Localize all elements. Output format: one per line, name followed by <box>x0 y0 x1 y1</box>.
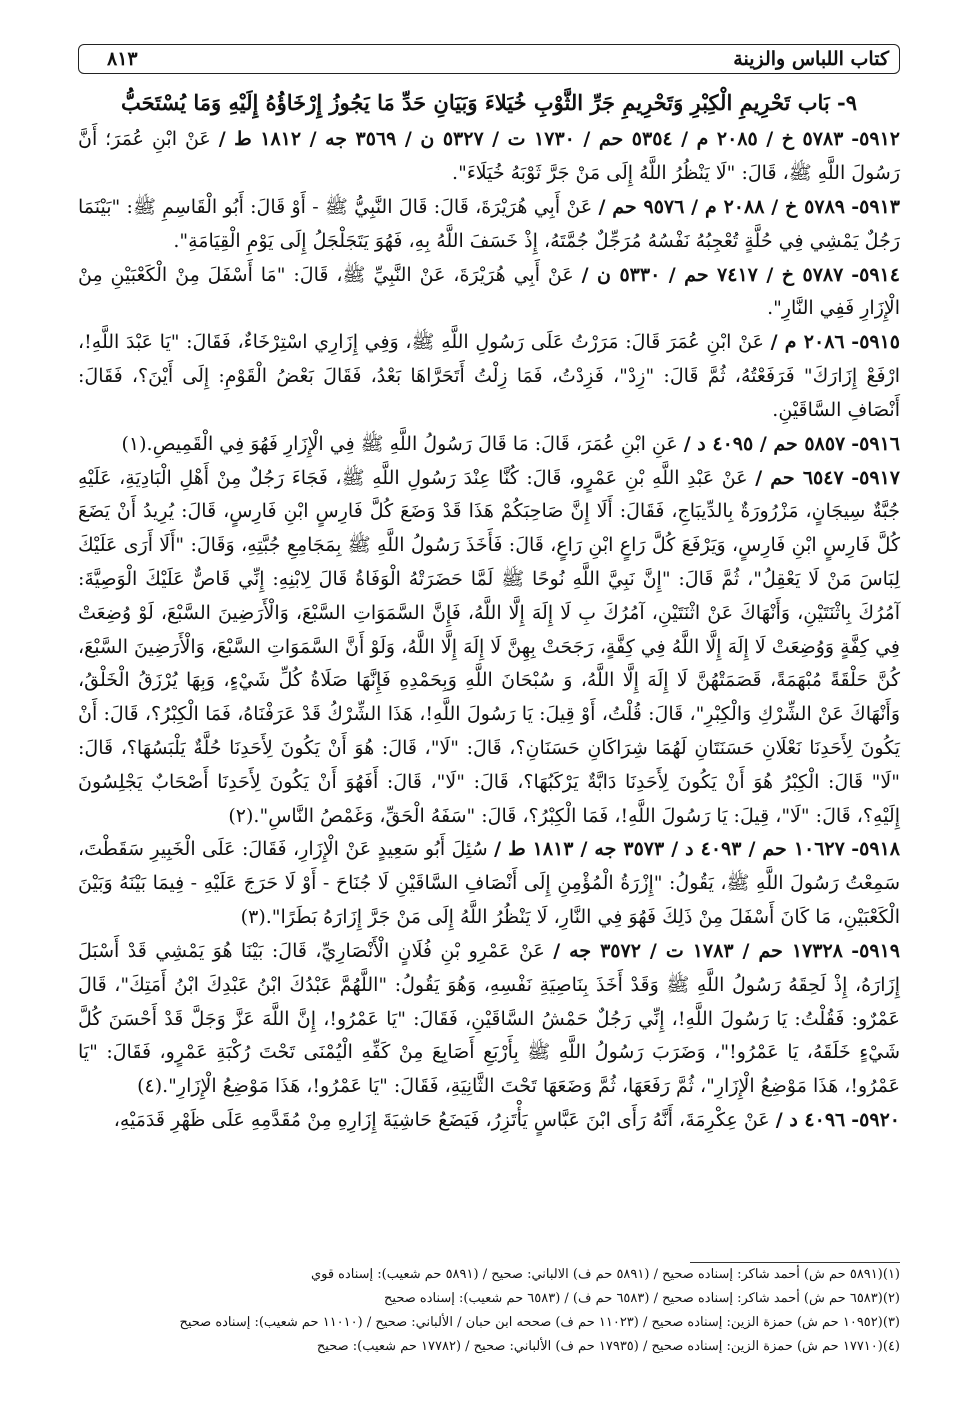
hadith-number: ٥٩١٥- <box>851 331 901 354</box>
footnote-2: (٢)(٦٥٨٣ حم ش) أحمد شاكر: إسناده صحيح / (٦٥٨٣ حم ف) / (٦٥٨٣ حم شعيب): إسناده صحيح <box>384 1291 900 1306</box>
chapter-title: ٩- بَاب تَحْرِيمِ الْكِبْرِ وَتَحْرِيمِ جَرِّ الثَّوْبِ خُيَلاءَ وَبَيَانِ حَدِّ مَا يَجُوزُ إِرْخَاؤُهُ إِلَيْهِ وَمَا يُسْتَحَبُّ <box>120 90 858 115</box>
hadith-refs: ١٧٣٢٨ حم / ١٧٨٣ ت / ٣٥٧٢ جه / <box>553 939 843 962</box>
hadith-refs: ٥٧٨٣ خ / ٢٠٨٥ م / ٥٣٥٤ حم / ١٧٣٠ ت / ٥٣٢٧ ن / ٣٥٦٩ جه / ١٨١٢ ط / <box>218 128 844 151</box>
hadith-refs: ٥٧٨٩ خ / ٢٠٨٨ م / ٩٥٧٦ حم / <box>598 196 845 219</box>
hadith-5918 <box>78 833 900 934</box>
hadith-5917 <box>78 462 900 834</box>
hadith-number: ٥٩١٨- <box>851 838 900 861</box>
footnote-4: (٤)(١٧٧١٠ حم ش) حمزة الزين: إسناده صحيح / (١٧٩٣٥ حم ف) الألباني: صحيح / (١٧٧٨٢ حم شعيب): صحيح <box>316 1339 900 1354</box>
book-title: كتاب اللباس والزينة <box>733 48 889 70</box>
hadith-number: ٥٩١٧- <box>851 466 900 489</box>
hadith-text: عَنْ عَبْدِ اللَّهِ بْنِ عَمْرٍو، قَالَ: كُنَّا عِنْدَ رَسُولِ اللَّهِ ﷺ، فَجَاءَ رَجُلٌ مِنْ أَهْلِ الْبَادِيَةِ، عَلَيْهِ جُبَّةٌ سِيجَانٍ، مَزْرُورَةٌ بِالدِّيبَاجِ، فَقَالَ: أَلَا إِنَّ صَاحِبَكُمْ هَذَا قَدْ وَضَعَ كُلَّ فَارِسٍ ابْنِ فَارِسٍ، قَالَ: يُرِيدُ أَنْ يَضَعَ كُلَّ فَارِسٍ ابْنِ فَارِسٍ، وَيَرْفَعَ كُلَّ رَاعٍ ابْنِ رَاعٍ، قَالَ: فَأَخَذَ رَسُولُ اللَّهِ ﷺ بِمَجَامِعِ جُبَّتِهِ، وَقَالَ: "أَلَا أَرَى عَلَيْكَ لِبَاسَ مَنْ لَا يَعْقِلُ"، ثُمَّ قَالَ: "إِنَّ نَبِيَّ اللَّهِ نُوحًا ﷺ لَمَّا حَضَرَتْهُ الْوَفَاةُ قَالَ لِابْنِهِ: إِنِّي قَاصٌّ عَلَيْكَ الْوَصِيَّةَ: آمُرُكَ بِاثْنَتَيْنِ، وَأَنْهَاكَ عَنْ اثْنَتَيْنِ، آمُرُكَ بِ لَا إِلَهَ إِلَّا اللَّهُ، فَإِنَّ السَّمَوَاتِ السَّبْعَ، وَالْأَرَضِينَ السَّبْعَ، لَوْ وُضِعَتْ فِي كِفَّةٍ وَوُضِعَتْ لَا إِلَهَ إِلَّا اللَّهُ فِي كِفَّةٍ، رَجَحَتْ بِهِنَّ لَا إِلَهَ إِلَّا اللَّهُ، وَلَوْ أَنَّ السَّمَوَاتِ السَّبْعَ، وَالْأَرَضِينَ السَّبْعَ، كُنَّ حَلْقَةً مُبْهَمَةً، قَصَمَتْهُنَّ لَا إِلَهَ إِلَّا اللَّهُ، وَ سُبْحَانَ اللَّهِ وَبِحَمْدِهِ فَإِنَّهَا صَلَاةُ كُلِّ شَيْءٍ، وَبِهَا يُرْزَقُ الْخَلْقُ، وَأَنْهَاكَ عَنْ الشِّرْكِ وَالْكِبْرِ"، قَالَ: قُلْتُ، أَوْ قِيلَ: يَا رَسُولَ اللَّهِ!، هَذَا الشِّرْكُ قَدْ عَرَفْنَاهُ، فَمَا الْكِبْرُ؟، قَالَ: أَنْ يَكُونَ لِأَحَدِنَا نَعْلَانِ حَسَنَتَانِ لَهُمَا شِرَاكَانِ حَسَنَانِ؟، قَالَ: "لَا"، قَالَ: هُوَ أَنْ يَكُونَ لِأَحَدِنَا حُلَّةٌ يَلْبَسُهَا؟، قَالَ: "لَا" قَالَ: الْكِبْرُ هُوَ أَنْ يَكُونَ لِأَحَدِنَا دَابَّةٌ يَرْكَبُهَا؟، قَالَ: "لَا"، قَالَ: أَفَهُوَ أَنْ يَكُونَ لِأَحَدِنَا أَصْحَابٌ يَجْلِسُونَ إِلَيْهِ؟، قَالَ: "لَا"، قِيلَ: يَا رَسُولَ اللَّهِ!، فَمَا الْكِبْرُ؟، قَالَ: "سَفَهُ الْحَقِّ، وَغَمْصُ النَّاسِ".(٢) <box>78 466 900 827</box>
hadith-refs: ١٠٦٢٧ حم / ٤٠٩٣ د / ٣٥٧٣ جه / ١٨١٣ ط / <box>494 838 845 861</box>
hadith-number: ٥٩٢٠- <box>851 1108 900 1131</box>
footnote-3: (٣)(١٠٩٥٢ حم ش) حمزة الزين: إسناده صحيح / (١١٠٢٣ حم ف) صححه ابن حبان / الألباني: صحيح / (١١٠١٠ حم شعيب): إسناده صحيح <box>179 1315 900 1330</box>
footnote-1: (١)(٥٨٩١ حم ش) أحمد شاكر: إسناده صحيح / (٥٨٩١ حم ف) الالباني: صحيح / (٥٨٩١ حم شعيب): إسناده قوي <box>310 1267 900 1282</box>
hadith-text: عَنْ ابْنِ عُمَرَ قَالَ: مَرَرْتُ عَلَى رَسُولِ اللَّهِ ﷺ، وَفِي إِزَارِي اسْتِرْخَاءٌ، فَقَالَ: "يَا عَبْدَ اللَّهِ!، ارْفَعْ إِزَارَكَ" فَرَفَعْتُهُ، ثُمَّ قَالَ: "زِدْ"، فَزِدْتُ، فَمَا زِلْتُ أَتَحَرَّاهَا بَعْدُ، فَقَالَ بَعْضُ الْقَوْمِ: إِلَى أَيْنَ؟، فَقَالَ: أَنْصَافِ السَّاقَيْنِ. <box>78 331 900 421</box>
hadith-refs: ٥٨٥٧ حم / ٤٠٩٥ د / <box>683 432 846 455</box>
hadith-text: سُئِلَ أَبُو سَعِيدٍ عَنْ الْإِزَارِ، فَقَالَ: عَلَى الْخَبِيرِ سَقَطْتَ، سَمِعْتُ رَسُولَ اللَّهِ ﷺ، يَقُولُ: "إِزْرَةُ الْمُؤْمِنِ إِلَى أَنْصَافِ السَّاقَيْنِ لَا جُنَاحَ - أَوْ لَا حَرَجَ عَلَيْهِ - فِيمَا بَيْنَهُ وَبَيْنَ الْكَعْبَيْنِ، مَا كَانَ أَسْفَلَ مِنْ ذَلِكَ فَهُوَ فِي النَّارِ، لَا يَنْظُرُ اللَّهُ إِلَى مَنْ جَرَّ إِزَارَهُ بَطَرًا".(٣) <box>78 838 900 929</box>
hadith-text: عَنْ عَمْرِو بْنِ فُلَانٍ الْأَنْصَارِيِّ، قَالَ: بَيْنَا هُوَ يَمْشِي قَدْ أَسْبَلَ إِزَارَهُ، إِذْ لَحِقَهُ رَسُولُ اللَّهِ ﷺ وَقَدْ أَخَذَ بِنَاصِيَةِ نَفْسِهِ، وَهُوَ يَقُولُ: "اللَّهُمَّ عَبْدُكَ ابْنُ عَبْدِكَ ابْنُ أَمَتِكَ"، قَالَ عَمْرٌو: فَقُلْتُ: يَا رَسُولَ اللَّهِ!، إِنِّي رَجُلٌ حَمْشُ السَّاقَيْنِ، فَقَالَ: "يَا عَمْرُو!، إِنَّ اللَّهَ عَزَّ وَجَلَّ قَدْ أَحْسَنَ كُلَّ شَيْءٍ خَلَقَهُ، يَا عَمْرُو!"، وَضَرَبَ رَسُولُ اللَّهِ ﷺ بِأَرْبَعِ أَصَابِعَ مِنْ كَفِّهِ الْيُمْنَى تَحْتَ رُكْبَةِ عَمْرٍو، فَقَالَ: "يَا عَمْرُو!، هَذَا مَوْضِعُ الْإِزَارِ"، ثُمَّ رَفَعَهَا، ثُمَّ وَضَعَهَا تَحْتَ الثَّانِيَةِ، فَقَالَ: "يَا عَمْرُو!، هَذَا مَوْضِعُ الْإِزَارِ".(٤) <box>78 939 900 1098</box>
hadith-number: ٥٩١٦- <box>851 432 900 455</box>
hadith-number: ٥٩١٢- <box>851 128 900 151</box>
page-header <box>78 44 900 74</box>
hadith-refs: ٥٧٨٧ خ / ٧٤١٧ حم / ٥٣٣٠ ن / <box>581 263 844 286</box>
hadith-refs: ٤٠٩٦ د / <box>775 1108 846 1131</box>
page <box>78 44 900 1138</box>
hadith-text: عَنْ أَبِي هُرَيْرَةَ، عَنْ النَّبِيِّ ﷺ، قَالَ: "مَا أَسْفَلَ مِنْ الْكَعْبَيْنِ مِنْ الْإِزَارِ فَفِي النَّارِ". <box>78 263 900 320</box>
hadith-refs: ٢٠٨٦ م / <box>770 331 845 354</box>
hadith-number: ٥٩١٤- <box>851 263 900 286</box>
hadith-number: ٥٩١٩- <box>851 939 900 962</box>
hadith-text: عَنِ ابْنِ عُمَرَ، قَالَ: مَا قَالَ رَسُولُ اللَّهِ ﷺ فِي الْإِزَارِ فَهُوَ فِي الْقَمِيصِ.(١) <box>121 432 678 455</box>
hadith-number: ٥٩١٣- <box>851 196 900 219</box>
hadith-5913 <box>78 191 900 259</box>
hadith-5915 <box>78 326 900 427</box>
hadith-text: عَنْ ابْنِ عُمَرَ؛ أَنَّ رَسُولَ اللَّهِ ﷺ، قَالَ: "لَا يَنْظُرُ اللَّهُ إِلَى مَنْ جَرَّ ثَوْبَهُ خُيَلَاءَ". <box>78 128 900 185</box>
hadith-5916 <box>78 428 900 462</box>
footnotes <box>78 1262 900 1359</box>
hadith-text: عَنْ عِكْرِمَةَ، أَنَّهُ رَأَى ابْنَ عَبَّاسٍ يَأْتَزِرُ، فَيَضَعُ حَاشِيَةَ إِزَارِهِ مِنْ مُقَدَّمِهِ عَلَى ظَهْرِ قَدَمَيْهِ، <box>113 1108 770 1131</box>
hadith-5919 <box>78 935 900 1104</box>
hadith-refs: ٦٥٤٧ حم / <box>755 466 844 489</box>
hadith-text: عَنْ أَبِي هُرَيْرَةَ، قَالَ: قَالَ النَّبِيُّ ﷺ - أَوْ قَالَ: أَبُو الْقَاسِمِ ﷺ: "بَيْنَمَا رَجُلٌ يَمْشِي فِي حُلَّةٍ تُعْجِبُهُ نَفْسُهُ مُرَجِّلٌ جُمَّتَهُ، إِذْ خَسَفَ اللَّهُ بِهِ، فَهُوَ يَتَجَلْجَلُ إِلَى يَوْمِ الْقِيَامَةِ". <box>78 196 900 252</box>
hadith-5912 <box>78 123 900 191</box>
hadith-5920 <box>78 1104 900 1138</box>
page-number: ٨١٣ <box>107 48 138 70</box>
hadith-5914 <box>78 259 900 327</box>
